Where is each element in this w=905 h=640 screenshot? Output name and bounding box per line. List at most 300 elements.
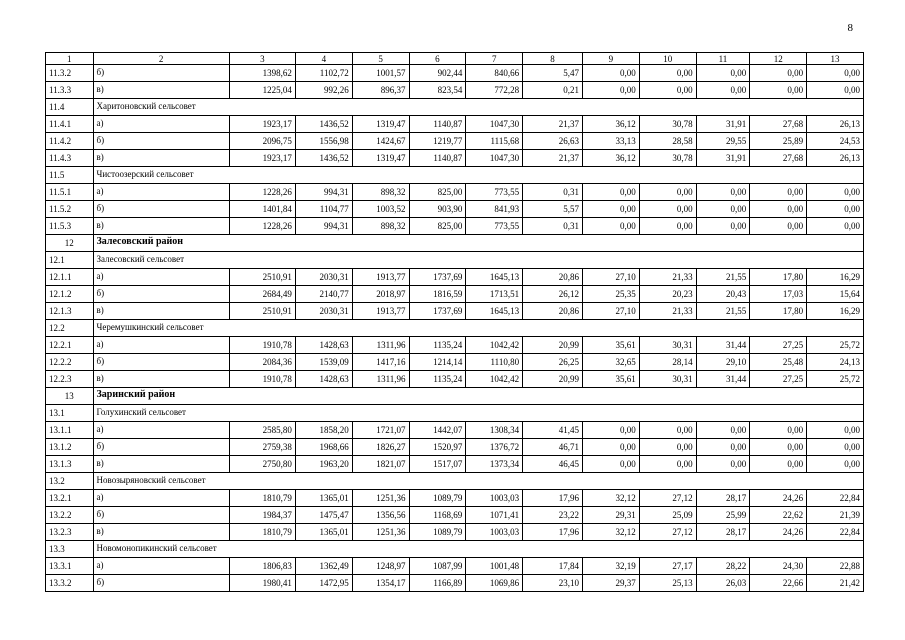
table-row	[46, 575, 864, 592]
table-row	[46, 337, 864, 354]
value-cell: 0,00	[583, 201, 640, 218]
value-cell: 29,31	[583, 507, 640, 524]
value-cell: 28,22	[696, 558, 750, 575]
value-cell: 32,19	[583, 558, 640, 575]
table-row	[46, 218, 864, 235]
value-cell: 2759,38	[229, 439, 295, 456]
value-cell: 1110,80	[466, 354, 523, 371]
value-cell: 1003,03	[466, 490, 523, 507]
row-variant: в)	[93, 303, 229, 320]
value-cell: 1308,34	[466, 422, 523, 439]
table-row	[46, 422, 864, 439]
value-cell: 0,00	[696, 439, 750, 456]
value-cell: 31,44	[696, 371, 750, 388]
value-cell: 0,00	[639, 82, 696, 99]
header-cell: 13	[807, 53, 864, 65]
table-row	[46, 456, 864, 473]
value-cell: 1219,77	[409, 133, 466, 150]
value-cell: 26,03	[696, 575, 750, 592]
value-cell: 1436,52	[295, 116, 352, 133]
header-cell: 6	[409, 53, 466, 65]
value-cell: 0,00	[807, 65, 864, 82]
header-cell: 4	[295, 53, 352, 65]
row-code: 13.3.1	[46, 558, 94, 575]
row-code: 12.2.1	[46, 337, 94, 354]
value-cell: 898,32	[352, 184, 409, 201]
value-cell: 903,90	[409, 201, 466, 218]
value-cell: 0,00	[750, 201, 807, 218]
value-cell: 32,12	[583, 524, 640, 541]
header-cell: 11	[696, 53, 750, 65]
value-cell: 1858,20	[295, 422, 352, 439]
value-cell: 1319,47	[352, 150, 409, 167]
section-row	[46, 99, 864, 116]
value-cell: 1810,79	[229, 524, 295, 541]
value-cell: 898,32	[352, 218, 409, 235]
row-variant: б)	[93, 507, 229, 524]
value-cell: 1319,47	[352, 116, 409, 133]
header-cell: 8	[523, 53, 583, 65]
table-row	[46, 269, 864, 286]
value-cell: 25,48	[750, 354, 807, 371]
value-cell: 17,80	[750, 303, 807, 320]
value-cell: 24,53	[807, 133, 864, 150]
table-row	[46, 524, 864, 541]
value-cell: 1826,27	[352, 439, 409, 456]
value-cell: 0,00	[807, 456, 864, 473]
section-code: 11.5	[46, 167, 94, 184]
value-cell: 1311,96	[352, 371, 409, 388]
row-code: 11.5.3	[46, 218, 94, 235]
value-cell: 0,00	[696, 201, 750, 218]
value-cell: 23,10	[523, 575, 583, 592]
section-title: Новомонопикинский сельсовет	[93, 541, 864, 558]
section-code: 13.3	[46, 541, 94, 558]
value-cell: 2510,91	[229, 303, 295, 320]
value-cell: 1913,77	[352, 269, 409, 286]
value-cell: 36,12	[583, 116, 640, 133]
row-variant: б)	[93, 65, 229, 82]
value-cell: 0,00	[807, 201, 864, 218]
header-cell: 7	[466, 53, 523, 65]
value-cell: 1069,86	[466, 575, 523, 592]
value-cell: 20,43	[696, 286, 750, 303]
value-cell: 28,14	[639, 354, 696, 371]
value-cell: 0,00	[583, 439, 640, 456]
value-cell: 1214,14	[409, 354, 466, 371]
value-cell: 17,03	[750, 286, 807, 303]
table-row	[46, 354, 864, 371]
district-code: 12	[46, 235, 94, 252]
table-row	[46, 184, 864, 201]
value-cell: 1047,30	[466, 116, 523, 133]
value-cell: 994,31	[295, 218, 352, 235]
value-cell: 29,10	[696, 354, 750, 371]
row-code: 11.3.2	[46, 65, 94, 82]
value-cell: 825,00	[409, 218, 466, 235]
value-cell: 22,84	[807, 490, 864, 507]
value-cell: 16,29	[807, 269, 864, 286]
row-variant: б)	[93, 354, 229, 371]
value-cell: 0,00	[696, 184, 750, 201]
row-variant: а)	[93, 184, 229, 201]
table-row	[46, 558, 864, 575]
value-cell: 0,00	[639, 65, 696, 82]
value-cell: 1428,63	[295, 371, 352, 388]
value-cell: 22,66	[750, 575, 807, 592]
value-cell: 0,00	[583, 184, 640, 201]
value-cell: 1442,07	[409, 422, 466, 439]
value-cell: 1737,69	[409, 269, 466, 286]
value-cell: 20,23	[639, 286, 696, 303]
table-row	[46, 116, 864, 133]
value-cell: 1089,79	[409, 524, 466, 541]
value-cell: 29,37	[583, 575, 640, 592]
value-cell: 0,31	[523, 218, 583, 235]
value-cell: 1311,96	[352, 337, 409, 354]
value-cell: 28,17	[696, 524, 750, 541]
value-cell: 21,39	[807, 507, 864, 524]
table-row	[46, 371, 864, 388]
section-row	[46, 320, 864, 337]
value-cell: 1089,79	[409, 490, 466, 507]
value-cell: 840,66	[466, 65, 523, 82]
row-code: 12.1.1	[46, 269, 94, 286]
value-cell: 17,80	[750, 269, 807, 286]
table-row	[46, 507, 864, 524]
value-cell: 23,22	[523, 507, 583, 524]
value-cell: 0,00	[639, 439, 696, 456]
table-body	[46, 53, 864, 592]
table-row	[46, 286, 864, 303]
value-cell: 30,78	[639, 116, 696, 133]
value-cell: 21,37	[523, 116, 583, 133]
value-cell: 1001,48	[466, 558, 523, 575]
value-cell: 1910,78	[229, 371, 295, 388]
page-number: 8	[847, 22, 853, 34]
value-cell: 1475,47	[295, 507, 352, 524]
header-cell: 5	[352, 53, 409, 65]
row-variant: б)	[93, 575, 229, 592]
value-cell: 25,35	[583, 286, 640, 303]
value-cell: 1645,13	[466, 269, 523, 286]
value-cell: 1913,77	[352, 303, 409, 320]
value-cell: 825,00	[409, 184, 466, 201]
row-code: 12.2.2	[46, 354, 94, 371]
row-variant: б)	[93, 286, 229, 303]
value-cell: 1737,69	[409, 303, 466, 320]
row-code: 11.3.3	[46, 82, 94, 99]
value-cell: 36,12	[583, 150, 640, 167]
row-variant: а)	[93, 337, 229, 354]
section-code: 13.2	[46, 473, 94, 490]
table-row	[46, 439, 864, 456]
value-cell: 27,12	[639, 490, 696, 507]
value-cell: 24,30	[750, 558, 807, 575]
value-cell: 21,42	[807, 575, 864, 592]
value-cell: 1472,95	[295, 575, 352, 592]
value-cell: 27,10	[583, 269, 640, 286]
value-cell: 2030,31	[295, 303, 352, 320]
value-cell: 35,61	[583, 337, 640, 354]
value-cell: 0,00	[750, 218, 807, 235]
row-code: 13.2.3	[46, 524, 94, 541]
section-row	[46, 252, 864, 269]
value-cell: 1910,78	[229, 337, 295, 354]
value-cell: 1713,51	[466, 286, 523, 303]
table-row	[46, 303, 864, 320]
section-title: Чистоозерский сельсовет	[93, 167, 864, 184]
value-cell: 27,25	[750, 371, 807, 388]
value-cell: 2585,80	[229, 422, 295, 439]
value-cell: 28,58	[639, 133, 696, 150]
value-cell: 1228,26	[229, 184, 295, 201]
section-code: 12.1	[46, 252, 94, 269]
value-cell: 20,99	[523, 337, 583, 354]
value-cell: 823,54	[409, 82, 466, 99]
value-cell: 20,99	[523, 371, 583, 388]
value-cell: 0,00	[807, 184, 864, 201]
row-variant: а)	[93, 490, 229, 507]
row-variant: а)	[93, 269, 229, 286]
value-cell: 1104,77	[295, 201, 352, 218]
tariff-table	[45, 52, 864, 592]
row-code: 12.1.3	[46, 303, 94, 320]
value-cell: 32,65	[583, 354, 640, 371]
district-row	[46, 235, 864, 252]
header-cell: 3	[229, 53, 295, 65]
value-cell: 0,00	[696, 218, 750, 235]
value-cell: 902,44	[409, 65, 466, 82]
value-cell: 1520,97	[409, 439, 466, 456]
value-cell: 0,00	[583, 456, 640, 473]
value-cell: 0,00	[583, 65, 640, 82]
value-cell: 30,78	[639, 150, 696, 167]
district-code: 13	[46, 388, 94, 405]
district-title: Залесовский район	[93, 235, 864, 252]
section-code: 12.2	[46, 320, 94, 337]
value-cell: 2750,80	[229, 456, 295, 473]
value-cell: 0,00	[750, 82, 807, 99]
value-cell: 0,00	[696, 422, 750, 439]
value-cell: 0,00	[750, 422, 807, 439]
value-cell: 1365,01	[295, 524, 352, 541]
value-cell: 1365,01	[295, 490, 352, 507]
value-cell: 5,57	[523, 201, 583, 218]
value-cell: 24,13	[807, 354, 864, 371]
row-code: 12.1.2	[46, 286, 94, 303]
value-cell: 1003,52	[352, 201, 409, 218]
section-row	[46, 167, 864, 184]
row-variant: в)	[93, 150, 229, 167]
value-cell: 2096,75	[229, 133, 295, 150]
row-code: 13.2.2	[46, 507, 94, 524]
row-variant: в)	[93, 218, 229, 235]
value-cell: 1166,89	[409, 575, 466, 592]
header-cell: 9	[583, 53, 640, 65]
row-code: 11.4.2	[46, 133, 94, 150]
value-cell: 1424,67	[352, 133, 409, 150]
value-cell: 27,10	[583, 303, 640, 320]
value-cell: 1963,20	[295, 456, 352, 473]
value-cell: 0,00	[750, 184, 807, 201]
section-title: Харитоновский сельсовет	[93, 99, 864, 116]
value-cell: 1001,57	[352, 65, 409, 82]
value-cell: 31,44	[696, 337, 750, 354]
value-cell: 1401,84	[229, 201, 295, 218]
value-cell: 2018,97	[352, 286, 409, 303]
value-cell: 1417,16	[352, 354, 409, 371]
value-cell: 1228,26	[229, 218, 295, 235]
value-cell: 2084,36	[229, 354, 295, 371]
row-variant: б)	[93, 201, 229, 218]
value-cell: 1806,83	[229, 558, 295, 575]
value-cell: 46,71	[523, 439, 583, 456]
value-cell: 0,00	[696, 82, 750, 99]
value-cell: 1102,72	[295, 65, 352, 82]
value-cell: 1087,99	[409, 558, 466, 575]
value-cell: 1810,79	[229, 490, 295, 507]
value-cell: 24,26	[750, 490, 807, 507]
value-cell: 27,17	[639, 558, 696, 575]
table-row	[46, 201, 864, 218]
value-cell: 1003,03	[466, 524, 523, 541]
value-cell: 1135,24	[409, 337, 466, 354]
value-cell: 16,29	[807, 303, 864, 320]
section-title: Залесовский сельсовет	[93, 252, 864, 269]
value-cell: 0,00	[807, 422, 864, 439]
row-code: 11.5.1	[46, 184, 94, 201]
header-cell: 2	[93, 53, 229, 65]
value-cell: 0,00	[750, 65, 807, 82]
value-cell: 0,00	[583, 82, 640, 99]
value-cell: 0,00	[583, 218, 640, 235]
value-cell: 1980,41	[229, 575, 295, 592]
value-cell: 0,00	[639, 422, 696, 439]
row-variant: б)	[93, 439, 229, 456]
section-title: Новозыряновский сельсовет	[93, 473, 864, 490]
value-cell: 0,00	[750, 439, 807, 456]
row-code: 13.1.3	[46, 456, 94, 473]
value-cell: 896,37	[352, 82, 409, 99]
table-header-row	[46, 53, 864, 65]
value-cell: 17,96	[523, 490, 583, 507]
value-cell: 20,86	[523, 269, 583, 286]
value-cell: 25,89	[750, 133, 807, 150]
value-cell: 1042,42	[466, 371, 523, 388]
value-cell: 1042,42	[466, 337, 523, 354]
value-cell: 1354,17	[352, 575, 409, 592]
row-variant: в)	[93, 371, 229, 388]
value-cell: 31,91	[696, 116, 750, 133]
header-cell: 1	[46, 53, 94, 65]
value-cell: 0,00	[696, 456, 750, 473]
table-row	[46, 490, 864, 507]
value-cell: 27,68	[750, 116, 807, 133]
value-cell: 21,33	[639, 269, 696, 286]
value-cell: 22,62	[750, 507, 807, 524]
value-cell: 1140,87	[409, 116, 466, 133]
value-cell: 21,55	[696, 269, 750, 286]
row-variant: в)	[93, 524, 229, 541]
value-cell: 994,31	[295, 184, 352, 201]
value-cell: 2684,49	[229, 286, 295, 303]
value-cell: 0,21	[523, 82, 583, 99]
value-cell: 41,45	[523, 422, 583, 439]
value-cell: 1362,49	[295, 558, 352, 575]
table-row	[46, 150, 864, 167]
row-code: 11.4.3	[46, 150, 94, 167]
value-cell: 1168,69	[409, 507, 466, 524]
row-code: 13.2.1	[46, 490, 94, 507]
value-cell: 1645,13	[466, 303, 523, 320]
value-cell: 773,55	[466, 218, 523, 235]
value-cell: 25,72	[807, 337, 864, 354]
row-variant: а)	[93, 422, 229, 439]
value-cell: 25,99	[696, 507, 750, 524]
value-cell: 21,37	[523, 150, 583, 167]
value-cell: 0,00	[583, 422, 640, 439]
value-cell: 27,68	[750, 150, 807, 167]
value-cell: 32,12	[583, 490, 640, 507]
row-code: 13.1.1	[46, 422, 94, 439]
value-cell: 26,12	[523, 286, 583, 303]
value-cell: 26,13	[807, 150, 864, 167]
value-cell: 1373,34	[466, 456, 523, 473]
table-row	[46, 133, 864, 150]
value-cell: 0,00	[807, 439, 864, 456]
row-variant: в)	[93, 82, 229, 99]
header-cell: 12	[750, 53, 807, 65]
row-code: 11.5.2	[46, 201, 94, 218]
value-cell: 17,84	[523, 558, 583, 575]
district-row	[46, 388, 864, 405]
value-cell: 20,86	[523, 303, 583, 320]
value-cell: 22,88	[807, 558, 864, 575]
value-cell: 1721,07	[352, 422, 409, 439]
value-cell: 1923,17	[229, 116, 295, 133]
value-cell: 1923,17	[229, 150, 295, 167]
value-cell: 0,31	[523, 184, 583, 201]
value-cell: 0,00	[639, 218, 696, 235]
value-cell: 1140,87	[409, 150, 466, 167]
value-cell: 30,31	[639, 337, 696, 354]
value-cell: 1248,97	[352, 558, 409, 575]
row-code: 11.4.1	[46, 116, 94, 133]
value-cell: 1428,63	[295, 337, 352, 354]
value-cell: 1398,62	[229, 65, 295, 82]
value-cell: 0,00	[807, 82, 864, 99]
table-row	[46, 82, 864, 99]
value-cell: 21,33	[639, 303, 696, 320]
table-row	[46, 65, 864, 82]
section-row	[46, 473, 864, 490]
value-cell: 1376,72	[466, 439, 523, 456]
value-cell: 46,45	[523, 456, 583, 473]
value-cell: 24,26	[750, 524, 807, 541]
value-cell: 1225,04	[229, 82, 295, 99]
value-cell: 33,13	[583, 133, 640, 150]
value-cell: 1821,07	[352, 456, 409, 473]
section-code: 13.1	[46, 405, 94, 422]
section-row	[46, 405, 864, 422]
row-variant: б)	[93, 133, 229, 150]
value-cell: 0,00	[807, 218, 864, 235]
value-cell: 27,25	[750, 337, 807, 354]
value-cell: 35,61	[583, 371, 640, 388]
value-cell: 2510,91	[229, 269, 295, 286]
value-cell: 1115,68	[466, 133, 523, 150]
